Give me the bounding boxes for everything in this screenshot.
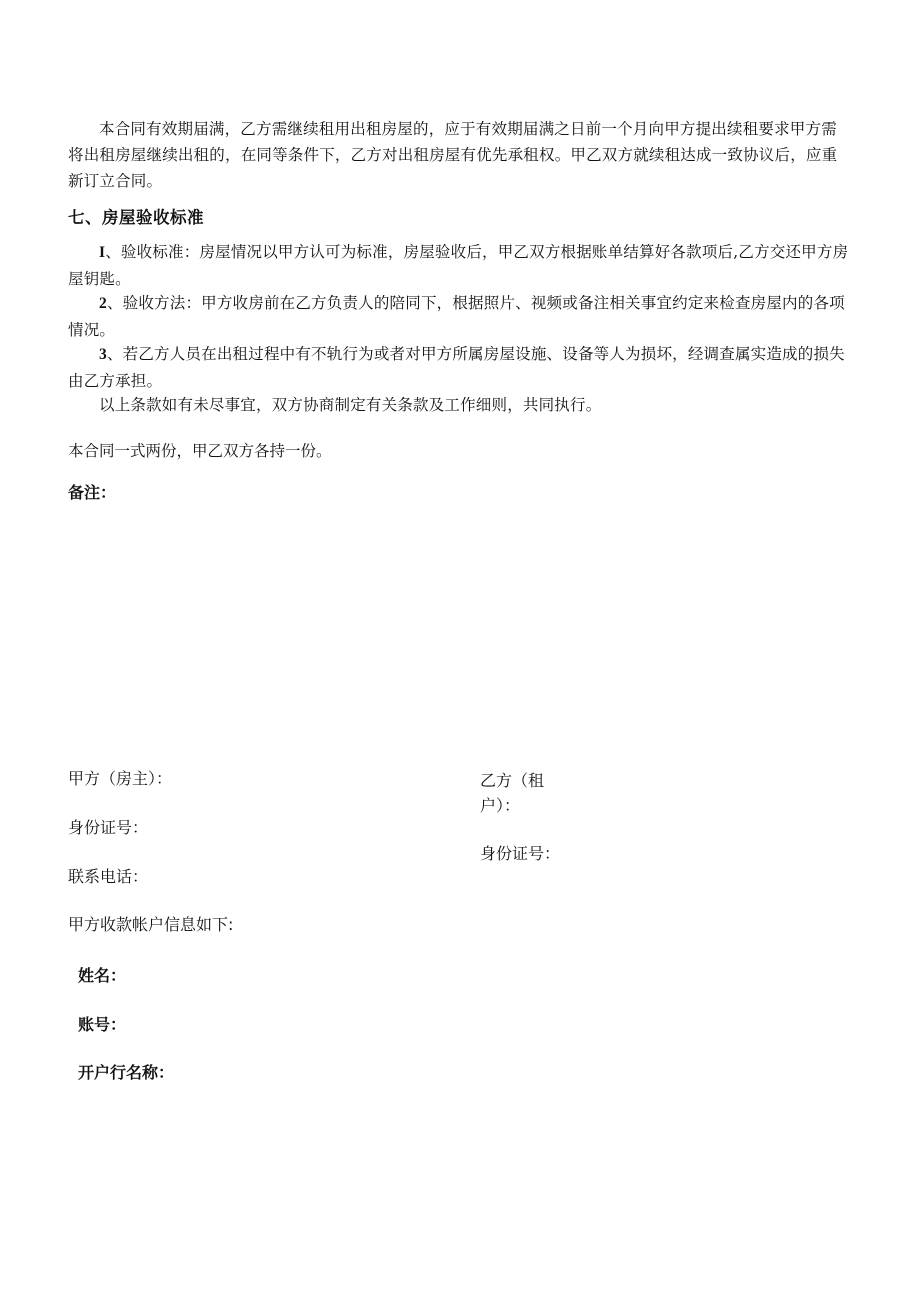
account-name-label: 姓名： [78,966,127,985]
party-a-phone-label: 联系电话： [68,867,149,886]
item-number: 2 [99,295,107,312]
item-text: 、验收方法：甲方收房前在乙方负责人的陪同下，根据照片、视频或备注相关事宜约定来检查房屋内的各项情况。 [68,294,845,339]
item-number: 3 [99,346,107,363]
party-b-id-label: 身份证号： [480,844,561,863]
party-b-label-line2: 户）： [480,796,521,815]
account-bank-label: 开户行名称： [78,1063,175,1082]
acceptance-item-2 [68,290,852,343]
item-text: 、若乙方人员在出租过程中有不轨行为或者对甲方所属房屋设施、设备等人为损坏，经调查属实造成的损失由乙方承担。 [68,345,845,390]
party-a-account-info-label: 甲方收款帐户信息如下: [68,915,234,934]
item-text: 、验收标准：房屋情况以甲方认可为标准，房屋验收后，甲乙双方根据账单结算好各款项后,乙方交还甲方房屋钥匙。 [68,243,849,288]
party-a-label: 甲方（房主）： [68,769,173,788]
copies-note: 本合同一式两份，甲乙双方各持一份。 [68,442,332,460]
party-a-id-label: 身份证号： [68,818,149,837]
renewal-paragraph: 本合同有效期届满，乙方需继续租用出租房屋的，应于有效期届满之日前一个月向甲方提出续租要求甲方需将出租房屋继续出租的，在同等条件下，乙方对出租房屋有优先承租权。甲乙双方就续租达成一致协议后，应重新订立合同。 [68,120,838,190]
item-number: I [99,244,106,261]
account-number-label: 账号： [78,1015,127,1034]
acceptance-item-3 [68,341,852,394]
acceptance-item-1 [68,239,852,292]
section-7-title: 七、房屋验收标准 [68,208,204,227]
party-b-label-line1: 乙方（租 [480,771,545,790]
section-7-closing: 以上条款如有未尽事宜，双方协商制定有关条款及工作细则，共同执行。 [99,396,602,414]
remarks-label: 备注： [68,483,117,502]
